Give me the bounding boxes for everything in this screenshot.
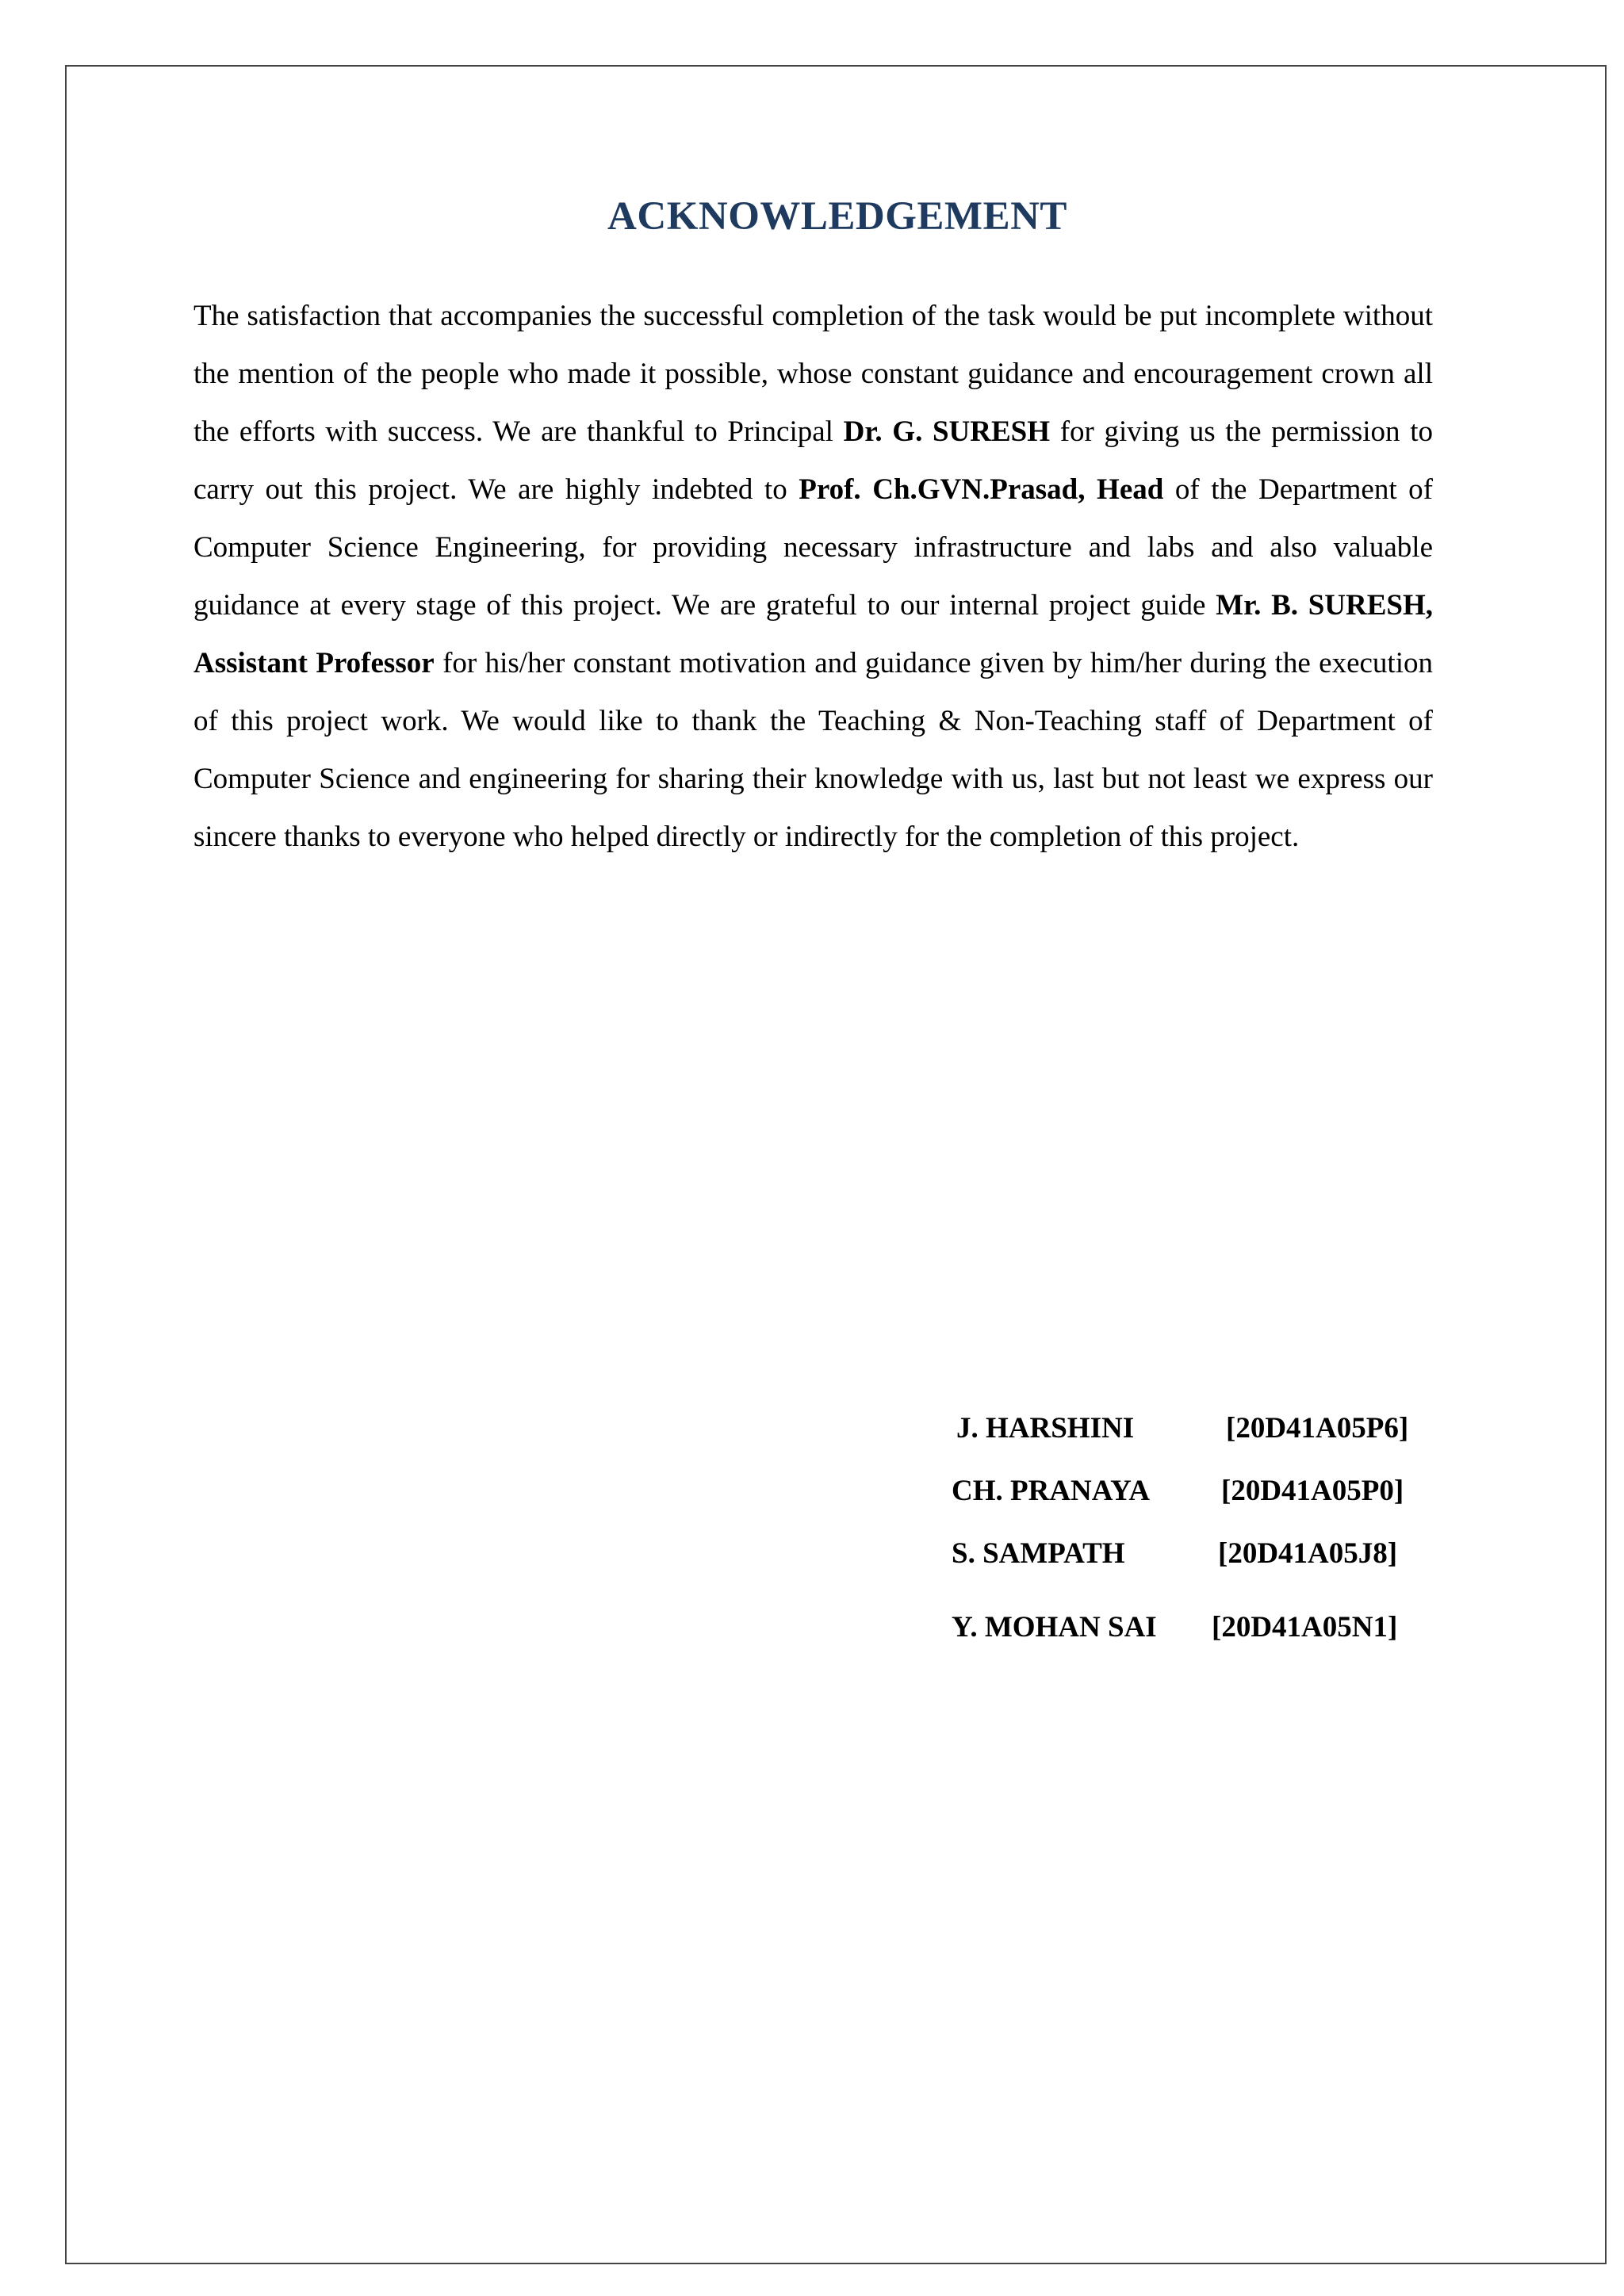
signatory-row bbox=[952, 1522, 1459, 1585]
signatory-name: CH. PRANAYA bbox=[952, 1475, 1151, 1507]
acknowledgement-paragraph bbox=[193, 287, 1433, 866]
paragraph-segment: for his/her constant motivation and guidance given by him/her during the execution of this project work. We would like to thank the Teaching & Non-Teaching staff of Department of Computer Science and engineering for sharing their knowledge with us, last but not least we express our sincere thanks to everyone who helped directly or indirectly for the completion of this project. bbox=[193, 647, 1433, 853]
signatory-name: J. HARSHINI bbox=[956, 1412, 1135, 1445]
signatory-name: S. SAMPATH bbox=[952, 1537, 1125, 1570]
signatory-row bbox=[952, 1460, 1459, 1522]
signatory-row bbox=[952, 1596, 1459, 1659]
guide-name: Mr. B. SURESH, Assistant Professor bbox=[193, 589, 1434, 679]
hod-name: Prof. Ch.GVN.Prasad, Head bbox=[799, 473, 1164, 506]
page-title: ACKNOWLEDGEMENT bbox=[607, 194, 1067, 239]
paragraph-segment: for giving us the permission to carry out this project. We are highly indebted to bbox=[193, 415, 1433, 506]
signatory-id: [20D41A05P0] bbox=[1221, 1475, 1404, 1507]
paragraph-segment: of the Department of Computer Science Engineering, for providing necessary infrastructure and labs and also valuable guidance at every stage of this project. We are grateful to our internal project guide bbox=[193, 473, 1434, 622]
signatories-list bbox=[952, 1397, 1459, 1659]
signatory-id: [20D41A05P6] bbox=[1226, 1412, 1409, 1445]
signatory-row bbox=[952, 1397, 1459, 1460]
paragraph-segment: The satisfaction that accompanies the successful completion of the task would be put incomplete without the mention of the people who made it possible, whose constant guidance and encouragement crown all the efforts with success. We are thankful to Principal bbox=[193, 300, 1433, 448]
principal-name: Dr. G. SURESH bbox=[843, 415, 1051, 448]
signatory-name: Y. MOHAN SAI bbox=[952, 1611, 1157, 1644]
signatory-id: [20D41A05J8] bbox=[1218, 1537, 1398, 1570]
signatory-id: [20D41A05N1] bbox=[1212, 1611, 1398, 1644]
